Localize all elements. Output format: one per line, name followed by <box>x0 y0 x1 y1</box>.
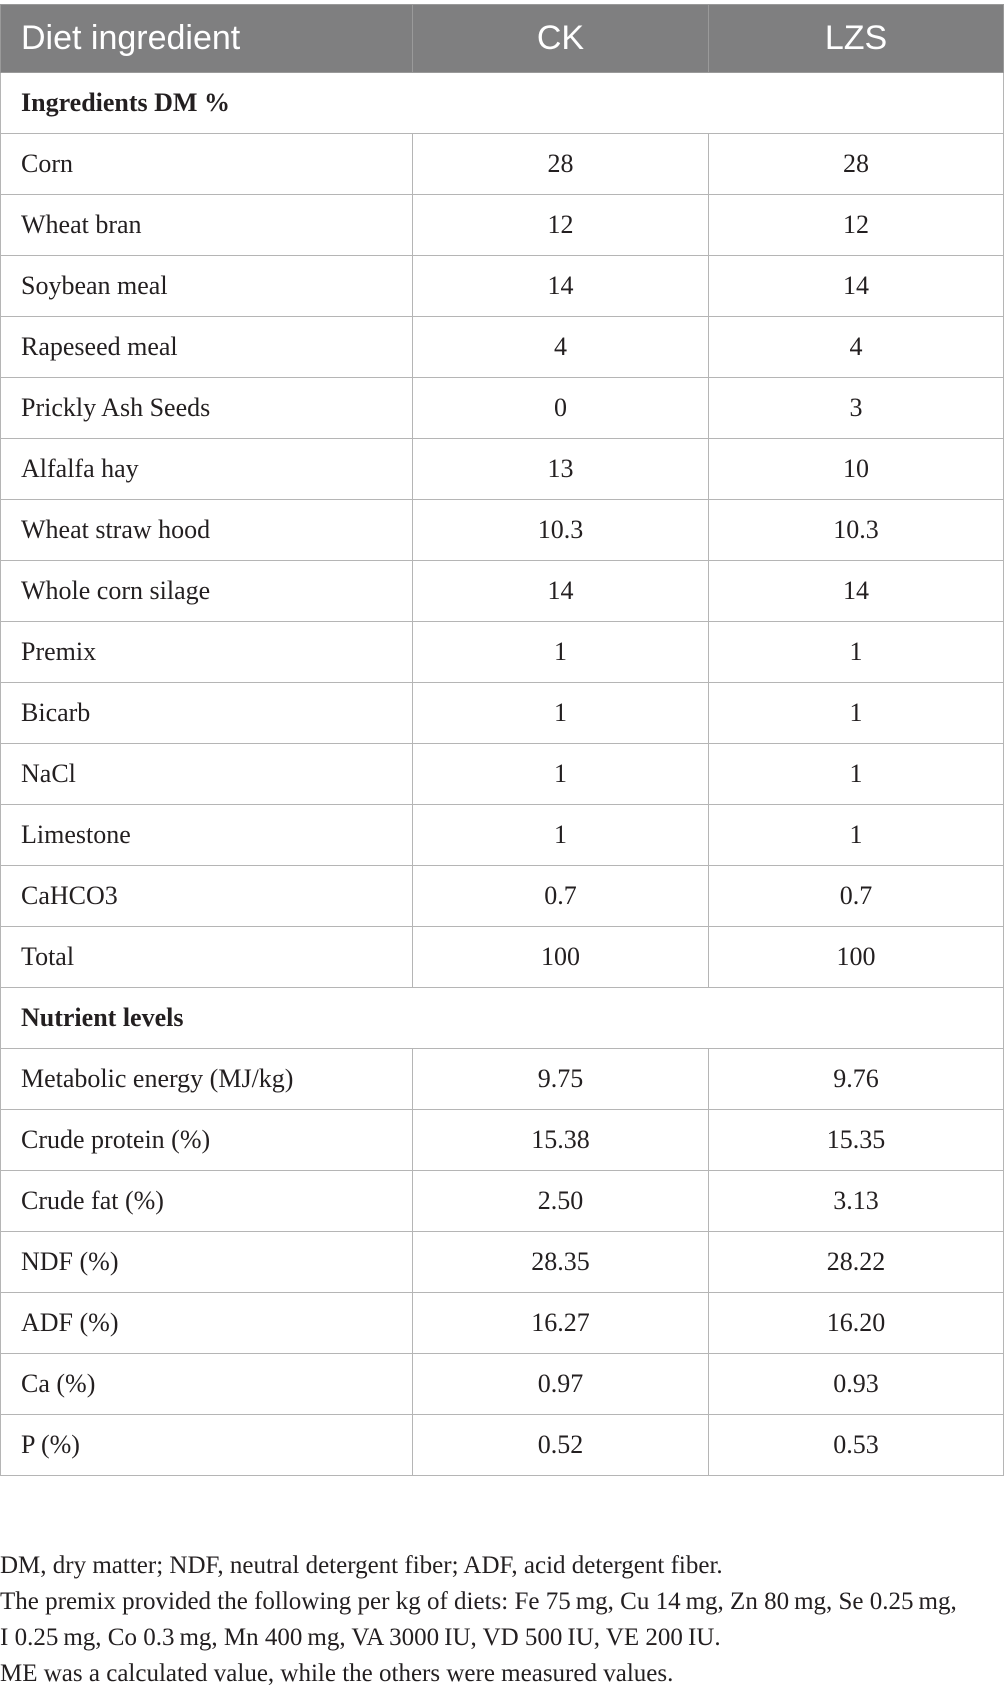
ck-value-cell: 100 <box>413 927 709 988</box>
ingredient-cell: Soybean meal <box>1 256 413 317</box>
section-title: Nutrient levels <box>1 988 1004 1049</box>
ck-value-cell: 4 <box>413 317 709 378</box>
ingredient-cell: Wheat bran <box>1 195 413 256</box>
table-row <box>1 866 1004 927</box>
ingredient-cell: Alfalfa hay <box>1 439 413 500</box>
ck-value-cell: 9.75 <box>413 1049 709 1110</box>
lzs-value-cell: 1 <box>709 622 1004 683</box>
ingredient-cell: Wheat straw hood <box>1 500 413 561</box>
ingredient-cell: Crude protein (%) <box>1 1110 413 1171</box>
lzs-value-cell: 0.93 <box>709 1354 1004 1415</box>
lzs-value-cell: 1 <box>709 805 1004 866</box>
diet-composition-table <box>0 4 1004 1476</box>
header-diet-ingredient: Diet ingredient <box>1 5 413 73</box>
ingredient-cell: Ca (%) <box>1 1354 413 1415</box>
table-row <box>1 500 1004 561</box>
lzs-value-cell: 0.53 <box>709 1415 1004 1476</box>
lzs-value-cell: 9.76 <box>709 1049 1004 1110</box>
header-row <box>1 5 1004 73</box>
lzs-value-cell: 28 <box>709 134 1004 195</box>
table-row <box>1 1415 1004 1476</box>
lzs-value-cell: 15.35 <box>709 1110 1004 1171</box>
ck-value-cell: 12 <box>413 195 709 256</box>
ck-value-cell: 14 <box>413 256 709 317</box>
lzs-value-cell: 10.3 <box>709 500 1004 561</box>
ck-value-cell: 0 <box>413 378 709 439</box>
ingredient-cell: Corn <box>1 134 413 195</box>
ck-value-cell: 1 <box>413 683 709 744</box>
ingredient-cell: ADF (%) <box>1 1293 413 1354</box>
lzs-value-cell: 12 <box>709 195 1004 256</box>
lzs-value-cell: 14 <box>709 256 1004 317</box>
table-row <box>1 195 1004 256</box>
footnote-line: The premix provided the following per kg of diets: Fe 75 mg, Cu 14 mg, Zn 80 mg, Se 0.25 mg, <box>0 1588 957 1615</box>
section-header-row <box>1 73 1004 134</box>
table-row <box>1 1232 1004 1293</box>
table-row <box>1 1354 1004 1415</box>
ingredient-cell: Prickly Ash Seeds <box>1 378 413 439</box>
table-row <box>1 1049 1004 1110</box>
lzs-value-cell: 14 <box>709 561 1004 622</box>
ck-value-cell: 1 <box>413 805 709 866</box>
ingredient-cell: Crude fat (%) <box>1 1171 413 1232</box>
ingredient-cell: Metabolic energy (MJ/kg) <box>1 1049 413 1110</box>
ingredient-cell: Bicarb <box>1 683 413 744</box>
ck-value-cell: 28.35 <box>413 1232 709 1293</box>
ingredient-cell: Rapeseed meal <box>1 317 413 378</box>
table-row <box>1 256 1004 317</box>
section-title: Ingredients DM % <box>1 73 1004 134</box>
lzs-value-cell: 4 <box>709 317 1004 378</box>
lzs-value-cell: 100 <box>709 927 1004 988</box>
ck-value-cell: 10.3 <box>413 500 709 561</box>
ck-value-cell: 0.7 <box>413 866 709 927</box>
table-row <box>1 1171 1004 1232</box>
footnote-line: ME was a calculated value, while the others were measured values. <box>0 1660 674 1687</box>
table-row <box>1 378 1004 439</box>
section-header-row <box>1 988 1004 1049</box>
footnote-line: I 0.25 mg, Co 0.3 mg, Mn 400 mg, VA 3000 IU, VD 500 IU, VE 200 IU. <box>0 1624 721 1651</box>
table-row <box>1 622 1004 683</box>
ingredient-cell: Premix <box>1 622 413 683</box>
table-row <box>1 317 1004 378</box>
table-row <box>1 1293 1004 1354</box>
table-row <box>1 1110 1004 1171</box>
lzs-value-cell: 16.20 <box>709 1293 1004 1354</box>
lzs-value-cell: 3 <box>709 378 1004 439</box>
ck-value-cell: 13 <box>413 439 709 500</box>
table-body <box>1 73 1004 1476</box>
lzs-value-cell: 1 <box>709 683 1004 744</box>
ingredient-cell: Total <box>1 927 413 988</box>
ck-value-cell: 1 <box>413 744 709 805</box>
table-row <box>1 744 1004 805</box>
lzs-value-cell: 0.7 <box>709 866 1004 927</box>
table-footnotes <box>0 1548 1005 1692</box>
table-row <box>1 134 1004 195</box>
lzs-value-cell: 1 <box>709 744 1004 805</box>
ingredient-cell: NaCl <box>1 744 413 805</box>
header-lzs: LZS <box>709 5 1004 73</box>
ck-value-cell: 28 <box>413 134 709 195</box>
lzs-value-cell: 28.22 <box>709 1232 1004 1293</box>
ingredient-cell: Limestone <box>1 805 413 866</box>
ck-value-cell: 2.50 <box>413 1171 709 1232</box>
ingredient-cell: NDF (%) <box>1 1232 413 1293</box>
table-row <box>1 805 1004 866</box>
table-row <box>1 439 1004 500</box>
ck-value-cell: 14 <box>413 561 709 622</box>
table-row <box>1 683 1004 744</box>
ck-value-cell: 0.52 <box>413 1415 709 1476</box>
ingredient-cell: P (%) <box>1 1415 413 1476</box>
footnote-line: DM, dry matter; NDF, neutral detergent fiber; ADF, acid detergent fiber. <box>0 1552 723 1579</box>
ck-value-cell: 1 <box>413 622 709 683</box>
table-row <box>1 561 1004 622</box>
table-row <box>1 927 1004 988</box>
ck-value-cell: 0.97 <box>413 1354 709 1415</box>
header-ck: CK <box>413 5 709 73</box>
ingredient-cell: Whole corn silage <box>1 561 413 622</box>
ck-value-cell: 16.27 <box>413 1293 709 1354</box>
lzs-value-cell: 3.13 <box>709 1171 1004 1232</box>
ck-value-cell: 15.38 <box>413 1110 709 1171</box>
table-header <box>1 5 1004 73</box>
ingredient-cell: CaHCO3 <box>1 866 413 927</box>
lzs-value-cell: 10 <box>709 439 1004 500</box>
